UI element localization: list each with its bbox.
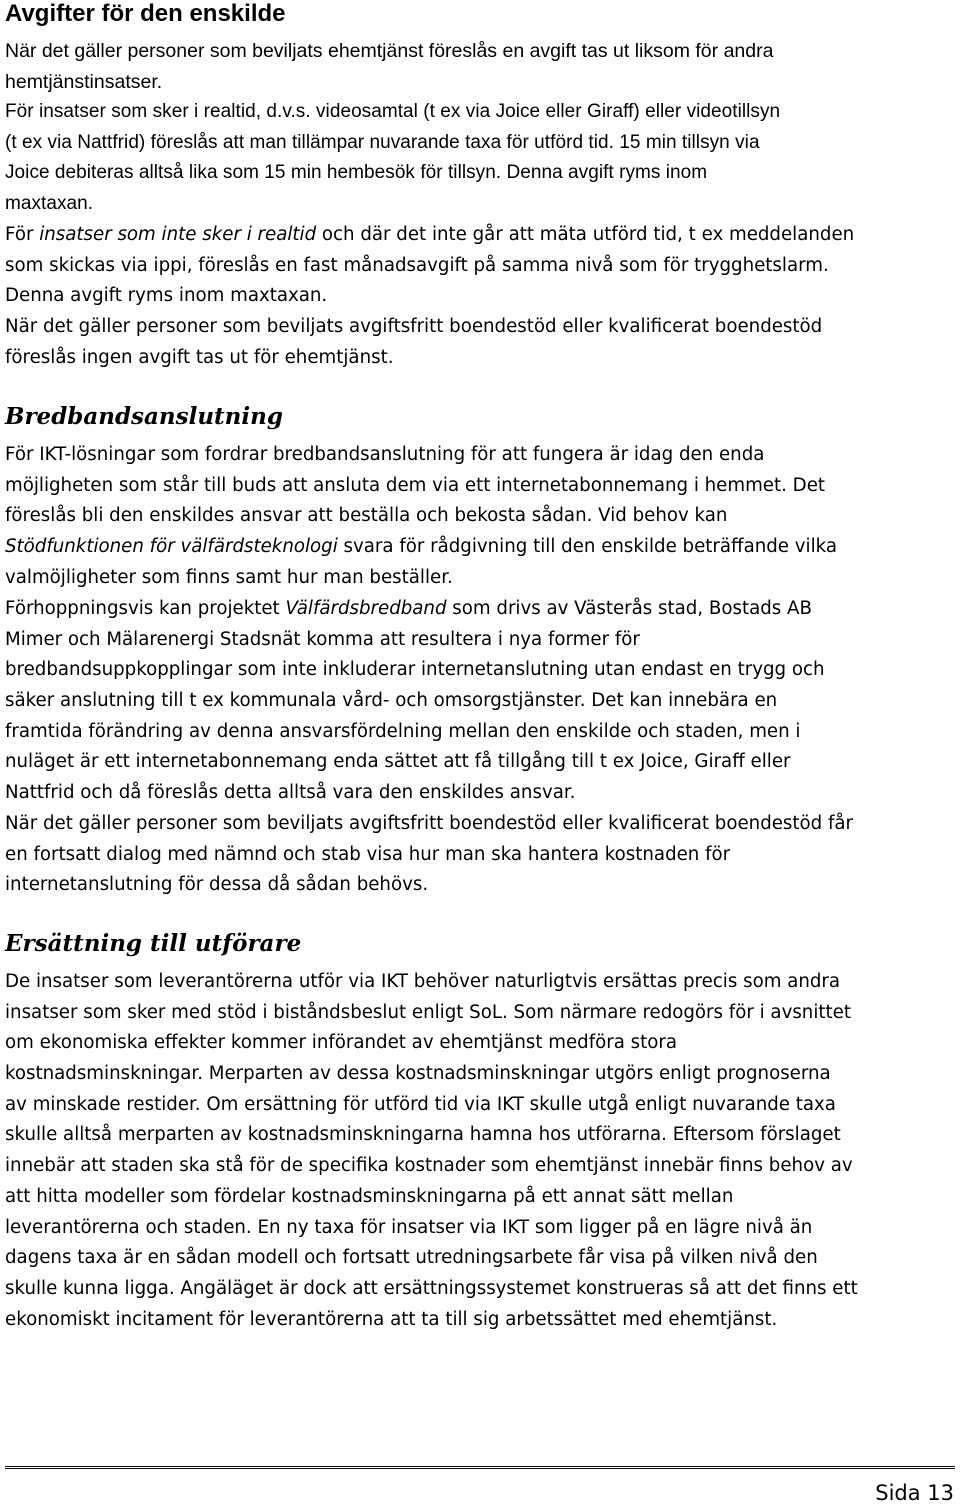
- text-line: Denna avgift ryms inom maxtaxan.: [5, 285, 328, 307]
- text-line: (t ex via Nattfrid) föreslås att man tillämpar nuvarande taxa för utförd tid. 15 min tillsyn via: [5, 131, 760, 153]
- text-line: av minskade restider. Om ersättning för utförd tid via IKT skulle utgå enligt nuvarande taxa: [5, 1093, 836, 1115]
- text-line: För IKT-lösningar som fordrar bredbandsanslutning för att fungera är idag den enda: [5, 444, 765, 465]
- text-line: föreslås ingen avgift tas ut för ehemtjänst.: [5, 346, 394, 368]
- text-line: som skickas via ippi, föreslås en fast månadsavgift på samma nivå som för trygghetslarm.: [5, 254, 829, 276]
- section-heading-bredband: Bredbandsanslutning: [5, 403, 283, 430]
- text-line: Mimer och Mälarenergi Stadsnät komma att resultera i nya former för: [5, 628, 640, 650]
- text-line: För insatser som sker i realtid, d.v.s. videosamtal (t ex via Joice eller Giraff) eller videotillsyn: [5, 101, 781, 122]
- text-line: insatser som sker med stöd i biståndsbeslut enligt SoL. Som närmare redogörs för i avsnittet: [5, 1001, 851, 1023]
- text-span: För: [5, 224, 40, 245]
- paragraph-inte-realtid: [5, 220, 854, 312]
- text-line: internetanslutning för dessa då sådan behövs.: [5, 874, 429, 896]
- text-line: säker anslutning till t ex kommunala vård- och omsorgstjänster. Det kan innebära en: [5, 690, 778, 712]
- paragraph-fortsatt-dialog: [5, 809, 853, 901]
- text-line: skulle alltså merparten av kostnadsminskningarna hamna hos utförarna. Eftersom förslaget: [5, 1124, 841, 1146]
- text-line: innebär att staden ska stå för de specifika kostnader som ehemtjänst innebär finns behov av: [5, 1155, 853, 1177]
- text-line: kostnadsminskningar. Merparten av dessa kostnadsminskningar utgörs enligt prognoserna: [5, 1063, 831, 1085]
- text-line: De insatser som leverantörerna utför via IKT behöver naturligtvis ersättas precis som andra: [5, 971, 841, 992]
- text-line: om ekonomiska effekter kommer införandet av ehemtjänst medföra stora: [5, 1032, 677, 1054]
- text-line: föreslås bli den enskildes ansvar att beställa och bekosta sådan. Vid behov kan: [5, 505, 728, 527]
- text-line: skulle kunna ligga. Angäläget är dock att ersättningssystemet konstrueras så att det finns ett: [5, 1277, 858, 1299]
- text-line: en fortsatt dialog med nämnd och stab visa hur man ska hantera kostnaden för: [5, 843, 731, 865]
- text-line: ekonomiskt incitament för leverantörerna att ta till sig arbetssättet med ehemtjänst.: [5, 1308, 778, 1330]
- text-line: möjligheten som står till buds att ansluta dem via ett internetabonnemang i hemmet. Det: [5, 474, 826, 496]
- paragraph-ikt-losningar: [5, 440, 837, 593]
- text-line: nuläget är ett internetabonnemang enda sättet att få tillgång till t ex Joice, Giraff eller: [5, 751, 791, 773]
- paragraph-avgift-intro: [5, 36, 773, 97]
- text-line: När det gäller personer som beviljats ehemtjänst föreslås en avgift tas ut liksom för andra: [5, 40, 774, 62]
- text-line: [5, 532, 837, 563]
- emphasis: Stödfunktionen för välfärdsteknologi: [5, 536, 338, 558]
- paragraph-valfardsbredband: [5, 594, 825, 809]
- text-span: som drivs av Västerås stad, Bostads AB: [446, 598, 812, 619]
- text-span: och där det inte går att mäta utförd tid, t ex meddelanden: [316, 224, 855, 245]
- text-line: När det gäller personer som beviljats avgiftsfritt boendestöd eller kvalificerat boendestöd får: [5, 813, 854, 834]
- page-number: Sida 13: [875, 1481, 954, 1505]
- text-line: hemtjänstinsatser.: [5, 70, 163, 93]
- text-line: att hitta modeller som fördelar kostnadsminskningarna på ett annat sätt mellan: [5, 1185, 734, 1207]
- text-span: svara för rådgivning till den enskilde beträffande vilka: [337, 536, 837, 558]
- section-heading-avgifter: Avgifter för den enskilde: [5, 0, 286, 27]
- text-span: Förhoppningsvis kan projektet: [5, 598, 286, 619]
- text-line: [5, 220, 854, 251]
- text-line: bredbandsuppkopplingar som inte inkluderar internetanslutning utan endast en trygg och: [5, 659, 825, 681]
- paragraph-avgiftsfritt: [5, 312, 822, 373]
- text-line: När det gäller personer som beviljats avgiftsfritt boendestöd eller kvalificerat boendestöd: [5, 316, 823, 337]
- footer-rule: [5, 1466, 955, 1469]
- text-line: Nattfrid och då föreslås detta alltså vara den enskildes ansvar.: [5, 782, 576, 804]
- emphasis: Välfärdsbredband: [285, 598, 447, 619]
- emphasis: insatser som inte sker i realtid: [39, 224, 317, 245]
- text-line: Joice debiteras alltså lika som 15 min hembesök för tillsyn. Denna avgift ryms inom: [5, 162, 708, 184]
- text-line: valmöjligheter som finns samt hur man beställer.: [5, 566, 453, 588]
- paragraph-realtid: [5, 97, 780, 220]
- section-heading-ersattning: Ersättning till utförare: [5, 930, 302, 957]
- paragraph-ersattning: [5, 967, 858, 1335]
- text-line: framtida förändring av denna ansvarsfördelning mellan den enskilde och staden, men i: [5, 720, 801, 742]
- text-line: [5, 594, 825, 625]
- text-line: dagens taxa är en sådan modell och fortsatt utredningsarbete får visa på vilken nivå den: [5, 1247, 818, 1269]
- text-line: maxtaxan.: [5, 193, 94, 215]
- text-line: leverantörerna och staden. En ny taxa för insatser via IKT som ligger på en lägre nivå än: [5, 1216, 813, 1238]
